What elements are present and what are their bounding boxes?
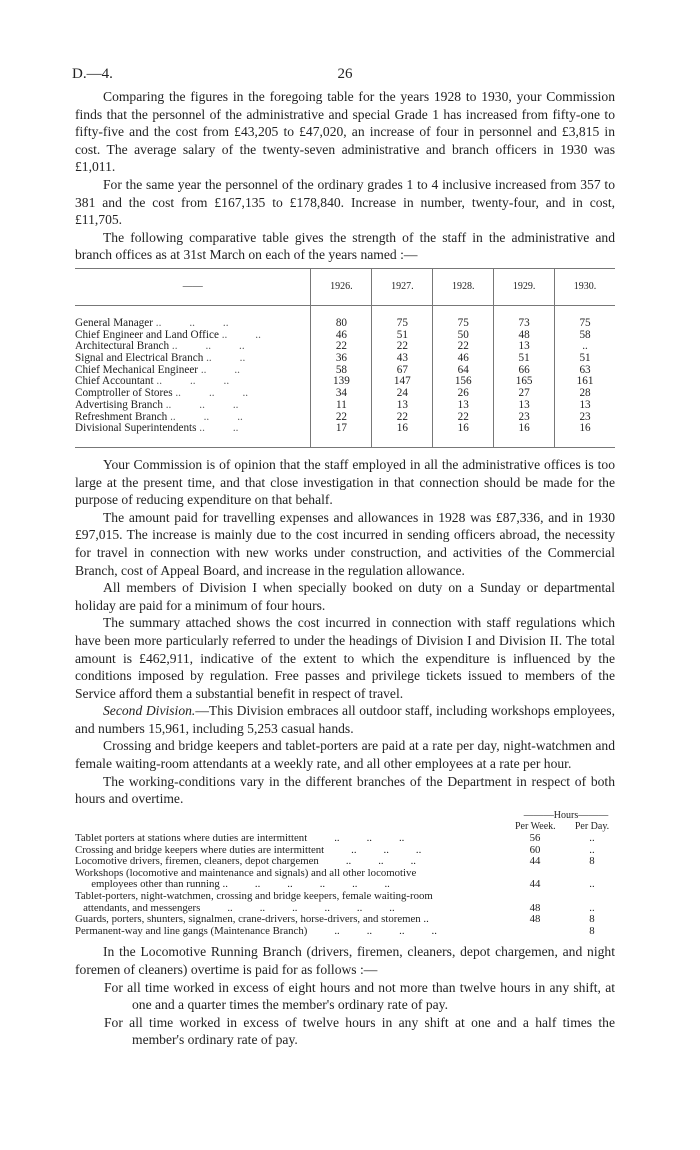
staff-count-cell: 16 <box>372 423 433 447</box>
hours-row-description: Tablet porters at stations where duties are intermittent .. .. .. <box>75 832 405 845</box>
branch-name: Divisional Superintendents <box>75 422 197 435</box>
staff-count-cell: 13 <box>494 400 555 412</box>
staff-count-cell: 51 <box>555 353 615 365</box>
staff-count-cell: 36 <box>311 353 372 365</box>
hours-per-week: 60 <box>529 843 541 856</box>
leader-dots: .. .. <box>199 422 239 435</box>
staff-count-cell: 22 <box>433 412 494 424</box>
document-page <box>72 66 615 1049</box>
staff-table-row <box>75 423 615 447</box>
staff-count-cell: 58 <box>311 365 372 377</box>
staff-count-cell: 16 <box>494 423 555 447</box>
hours-row-description: employees other than running .. .. .. .. .. .. <box>75 878 390 891</box>
hours-row <box>75 926 615 938</box>
staff-count-cell: 165 <box>494 376 555 388</box>
staff-table-header-row <box>75 268 615 305</box>
branch-name-cell <box>75 305 311 329</box>
staff-strength-table <box>75 268 615 448</box>
working-hours-table <box>75 810 615 938</box>
staff-count-cell: 23 <box>555 412 615 424</box>
leader-dots: .. .. .. <box>165 398 239 411</box>
staff-count-cell: 161 <box>555 376 615 388</box>
staff-count-cell: 66 <box>494 365 555 377</box>
staff-count-cell: 43 <box>372 353 433 365</box>
staff-count-cell: 13 <box>372 400 433 412</box>
branch-name: Chief Accountant <box>75 375 154 388</box>
staff-count-cell: 11 <box>311 400 372 412</box>
hours-row-description: Tablet-porters, night-watchmen, crossing and bridge keepers, female waiting-room <box>75 890 433 902</box>
hours-row-description: attendants, and messengers .. .. .. .. .. .. <box>75 901 395 914</box>
staff-count-cell: 139 <box>311 376 372 388</box>
staff-count-cell: 75 <box>372 305 433 329</box>
year-header: 1928. <box>433 268 494 305</box>
staff-count-cell: 75 <box>555 305 615 329</box>
hours-per-week: 48 <box>529 901 541 914</box>
branch-name: Architectural Branch <box>75 340 170 353</box>
hours-group-header: ———Hours——— <box>523 809 609 821</box>
staff-count-cell: 51 <box>372 330 433 342</box>
hours-row-description: Workshops (locomotive and maintenance and signals) and all other locomotive <box>75 866 417 879</box>
branch-name-cell <box>75 423 311 447</box>
branch-name: Chief Engineer and Land Office <box>75 328 219 341</box>
paragraph-locomotive-overtime: In the Locomotive Running Branch (drivers, firemen, cleaners, depot chargemen, and night foremen of cleaners) overtime is paid for as follows :— <box>75 944 615 977</box>
staff-count-cell: 22 <box>433 341 494 353</box>
leader-dots: .. .. .. <box>175 387 249 400</box>
leader-dots: .. .. <box>200 363 240 376</box>
staff-count-cell: 147 <box>372 376 433 388</box>
leader-dots: .. .. <box>221 328 261 341</box>
staff-count-cell: 22 <box>372 412 433 424</box>
hours-per-day: .. <box>589 901 595 914</box>
page-header <box>72 66 615 88</box>
per-day-header: Per Day. <box>574 821 610 833</box>
branch-name: Comptroller of Stores <box>75 387 173 400</box>
staff-count-cell: 17 <box>311 423 372 447</box>
hours-per-day: .. <box>589 832 595 845</box>
staff-count-cell: 48 <box>494 330 555 342</box>
branch-name: Refreshment Branch <box>75 410 168 423</box>
staff-count-cell: 22 <box>311 341 372 353</box>
hours-row-description: Crossing and bridge keepers where duties are intermittent .. .. .. <box>75 843 422 856</box>
branch-name: Chief Mechanical Engineer <box>75 363 199 376</box>
overtime-item-1: For all time worked in excess of eight hours and not more than twelve hours in any shift, at one and a quarter times the member's ordinary rate of pay. <box>104 979 615 1013</box>
paragraph-summary: The summary attached shows the cost incurred in connection with staff regulations which have been more particularly referred to under the headings of Division I and Division II. The total amount is £462,911, indicative of the extent to which the expenditure is influenced by the conditions imposed by regulation. Free passes and privilege tickets issued to members of the Service afford them a substantial benefit in respect of travel. <box>75 615 615 701</box>
staff-count-cell: 80 <box>311 305 372 329</box>
staff-count-cell: 63 <box>555 365 615 377</box>
staff-count-cell: 13 <box>494 341 555 353</box>
hours-per-week: 56 <box>529 832 541 845</box>
staff-count-cell: 16 <box>433 423 494 447</box>
staff-count-cell: 34 <box>311 388 372 400</box>
year-header: 1930. <box>555 268 615 305</box>
leader-dots: .. .. .. <box>156 375 230 388</box>
staff-count-cell: 28 <box>555 388 615 400</box>
staff-count-cell: 26 <box>433 388 494 400</box>
staff-count-cell: 46 <box>311 330 372 342</box>
branch-name: Signal and Electrical Branch <box>75 352 204 365</box>
staff-count-cell: 156 <box>433 376 494 388</box>
paragraph-staff-opinion: Your Commission is of opinion that the staff employed in all the administrative offices is too large at the present time, and that close investigation in that connection should be made for the purpose of reducing expenditure on that behalf. <box>75 456 615 508</box>
hours-group-header-row <box>75 810 615 822</box>
staff-count-cell: 51 <box>494 353 555 365</box>
staff-table-corner: —— <box>75 268 311 305</box>
staff-count-cell: 22 <box>372 341 433 353</box>
staff-count-cell: 67 <box>372 365 433 377</box>
staff-table-row <box>75 305 615 329</box>
year-header: 1926. <box>311 268 372 305</box>
page-number: 26 <box>337 66 353 82</box>
staff-count-cell: 73 <box>494 305 555 329</box>
staff-count-cell: 16 <box>555 423 615 447</box>
staff-count-cell: 64 <box>433 365 494 377</box>
leader-dots: .. .. .. <box>155 316 229 329</box>
staff-count-cell: 13 <box>433 400 494 412</box>
leader-dots: .. .. .. <box>171 340 245 353</box>
paragraph-second-division <box>75 702 615 737</box>
hours-row-description: Guards, porters, shunters, signalmen, crane-drivers, horse-drivers, and storemen .. <box>75 913 429 926</box>
paragraph-working-conditions: The working-conditions vary in the different branches of the Department in respect of both hours and overtime. <box>75 773 615 807</box>
hours-per-day: .. <box>589 843 595 856</box>
hours-row-description: Locomotive drivers, firemen, cleaners, depot chargemen .. .. .. <box>75 855 417 868</box>
paragraph-pay-rates: Crossing and bridge keepers and tablet-porters are paid at a rate per day, night-watchmen and female waiting-room attendants at a weekly rate, and all other employees at a rate per hour. <box>75 738 615 772</box>
hours-per-day: 8 <box>589 913 595 926</box>
staff-count-cell: 58 <box>555 330 615 342</box>
staff-count-cell: 75 <box>433 305 494 329</box>
branch-name: General Manager <box>75 316 153 329</box>
second-division-text: —This Division embraces all outdoor staff, including workshops employees, and numbers 15,961, including 5,253 casual hands. <box>75 703 615 736</box>
hours-per-week: 44 <box>529 855 541 868</box>
paragraph-holiday-duty: All members of Division I when specially booked on duty on a Sunday or departmental holiday are paid for a minimum of four hours. <box>75 580 615 613</box>
hours-row-description: Permanent-way and line gangs (Maintenance Branch) .. .. .. .. <box>75 924 437 937</box>
paragraph-travelling-expenses: The amount paid for travelling expenses and allowances in 1928 was £87,336, and in 1930 £97,015. The increase is mainly due to the cost incurred in sending officers abroad, the necessity for travel in connection with new works under construction, and activities of the Commercial Branch, cost of Appeal Board, and increase in the regulation allowance. <box>75 509 615 578</box>
staff-count-cell: 46 <box>433 353 494 365</box>
hours-per-day: .. <box>589 878 595 891</box>
branch-name: Advertising Branch <box>75 398 163 411</box>
hours-per-day: 8 <box>589 924 595 937</box>
staff-count-cell: 24 <box>372 388 433 400</box>
leader-dots: .. .. <box>206 352 246 365</box>
paragraph-table-intro: The following comparative table gives the strength of the staff in the administrative and branch offices as at 31st March on each of the years named :— <box>75 229 615 263</box>
staff-count-cell: 27 <box>494 388 555 400</box>
hours-per-day: 8 <box>589 855 595 868</box>
per-week-header: Per Week. <box>515 821 556 833</box>
hours-per-week: 44 <box>529 878 541 891</box>
hours-per-week: 48 <box>529 913 541 926</box>
year-header: 1929. <box>494 268 555 305</box>
overtime-item-2: For all time worked in excess of twelve hours in any shift at one and a half times the member's ordinary rate of pay. <box>104 1014 615 1048</box>
staff-count-cell: 23 <box>494 412 555 424</box>
paragraph-grade-personnel: Comparing the figures in the foregoing table for the years 1928 to 1930, your Commission finds that the personnel of the administrative and special Grade 1 has increased from fifty-one to fifty-five and the cost from £43,205 to £47,020, an increase of four in personnel and £3,815 in cost. The average salary of the twenty-seven administrative and branch officers in 1930 was £1,011. <box>75 89 615 175</box>
staff-count-cell: 50 <box>433 330 494 342</box>
year-header: 1927. <box>372 268 433 305</box>
leader-dots: .. .. .. <box>170 410 243 423</box>
paragraph-ordinary-grades: For the same year the personnel of the ordinary grades 1 to 4 inclusive increased from 357 to 381 and the cost from £167,135 to £178,840. Increase in number, twenty-four, and in cost, £11,705. <box>75 176 615 228</box>
staff-count-cell: 13 <box>555 400 615 412</box>
staff-count-cell: .. <box>555 341 615 353</box>
staff-count-cell: 22 <box>311 412 372 424</box>
second-division-heading: Second Division. <box>103 703 196 719</box>
document-reference: D.—4. <box>72 66 113 82</box>
